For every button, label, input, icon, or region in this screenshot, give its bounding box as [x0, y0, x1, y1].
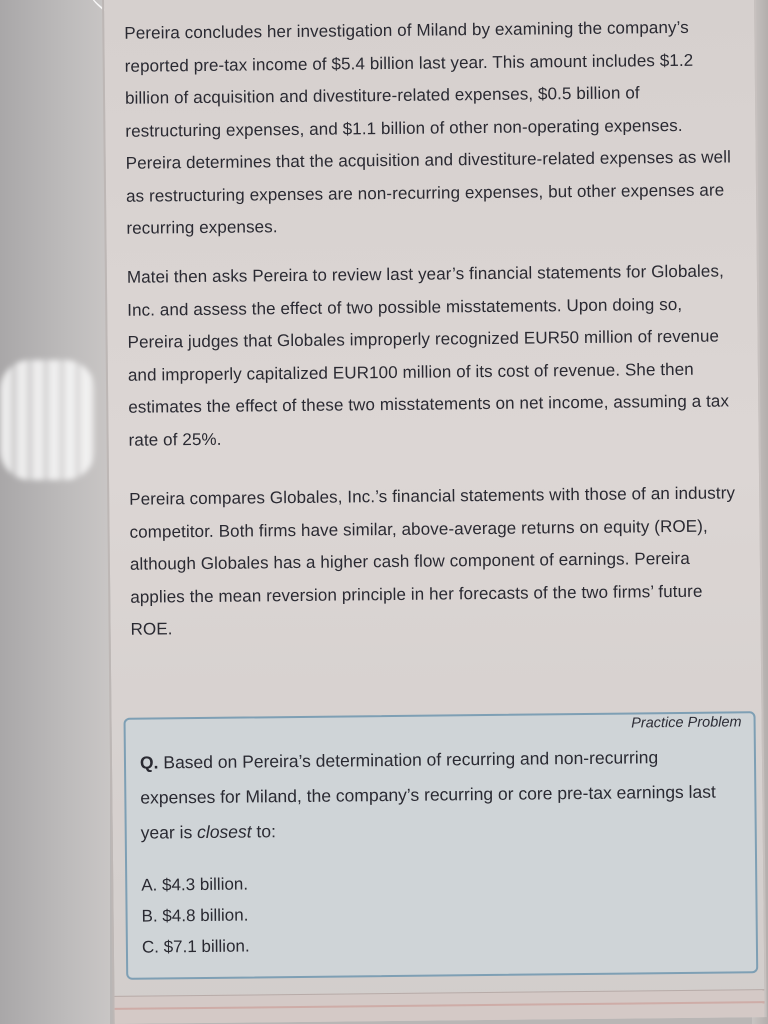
question-text-before: Based on Pereira’s determination of recurring and non-recurring expenses for Miland, the company’s recurring or core pre-tax earnings last year is [140, 747, 716, 843]
answer-option-b: B. $4.8 billion. [141, 905, 249, 926]
answer-option-c: C. $7.1 billion. [141, 936, 250, 957]
paragraph-roe-comparison: Pereira compares Globales, Inc.’s financial statements with those of an industry competitor. Both firms have similar, above-average returns on equity (ROE), although Globales has a higher cash flow component of earnings. Pereira applies the mean reversion principle in her forecasts of the two firms’ future ROE. [129, 483, 736, 639]
question-emphasis: closest [197, 821, 252, 843]
paragraph-globales-misstatements: Matei then asks Pereira to review last year’s financial statements for Globales, Inc. and assess the effect of two possible misstatements. Upon doing so, Pereira judges that Globales improperly recognized EUR50 million of revenue and improperly capitalized EUR100 million of its cost of revenue. She then estimates the effect of these two misstatements on net income, assuming a tax rate of 25%. [126, 261, 730, 450]
answer-option-a: A. $4.3 billion. [141, 874, 249, 895]
question-text [140, 739, 737, 850]
practice-problem-label: Practice Problem [631, 714, 742, 732]
question-marker: Q. [139, 752, 159, 773]
question-text-after: to: [251, 821, 277, 842]
document-page [102, 0, 767, 1024]
practice-problem-box [124, 711, 759, 980]
desk-background [0, 0, 110, 1024]
answer-options [141, 869, 250, 963]
screen-glare [0, 360, 95, 480]
paragraph-miland: Pereira concludes her investigation of Miland by examining the company’s reported pre-tax income of $5.4 billion last year. This amount includes $1.2 billion of acquisition and divestiture-related expenses, $0.5 billion of restructuring expenses, and $1.1 billion of other non-operating expenses. Pereira determines that the acquisition and divestiture-related expenses as well as restructuring expenses are non-recurring expenses, but other expenses are recurring expenses. [124, 17, 731, 238]
